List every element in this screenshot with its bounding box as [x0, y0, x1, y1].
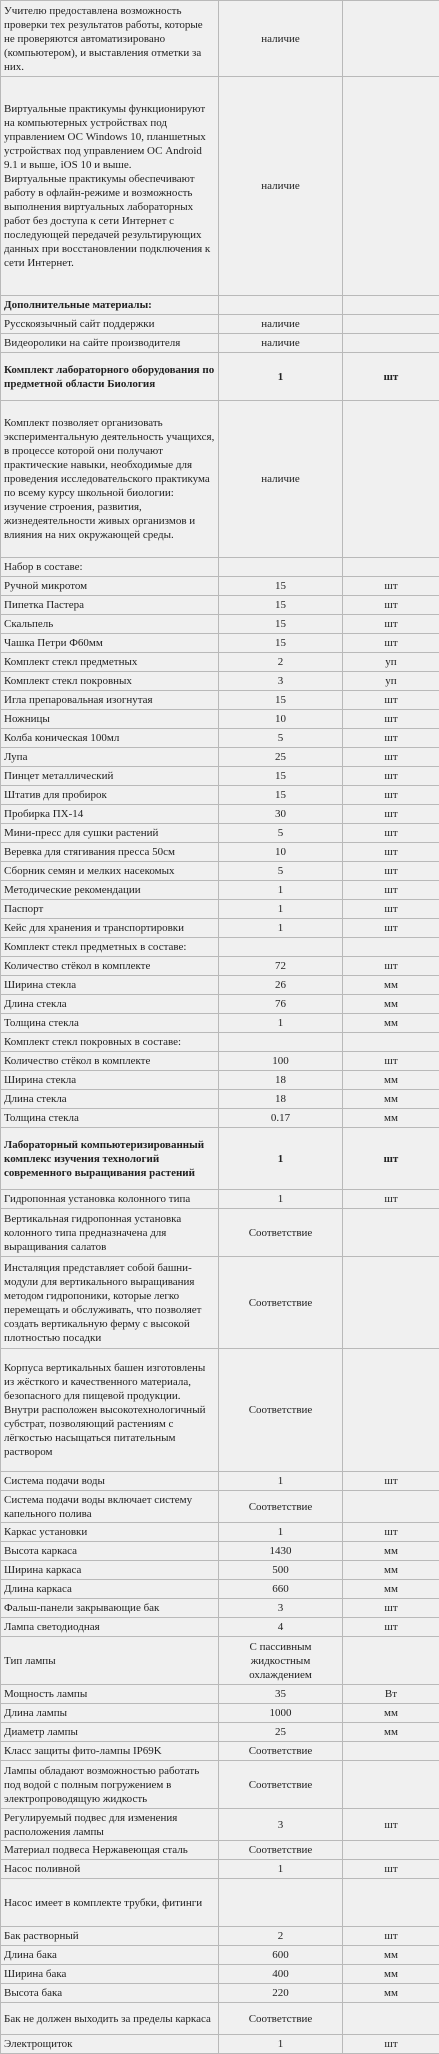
- item-name-cell: Лабораторный компьютеризированный комплекс изучения технологий современного выращивания растений: [1, 1128, 219, 1190]
- item-value-cell: 3: [219, 672, 343, 691]
- item-name-cell: Игла препаровальная изогнутая: [1, 691, 219, 710]
- item-value-cell: 1: [219, 1128, 343, 1190]
- table-row: [1, 1946, 439, 1965]
- item-unit-cell: [343, 558, 439, 577]
- item-name-cell: Фальш-панели закрывающие бак: [1, 1599, 219, 1618]
- item-value-cell: 15: [219, 691, 343, 710]
- item-unit-cell: шт: [343, 786, 439, 805]
- item-unit-cell: мм: [343, 1984, 439, 2003]
- item-unit-cell: Вт: [343, 1685, 439, 1704]
- item-unit-cell: шт: [343, 1860, 439, 1879]
- item-value-cell: 400: [219, 1965, 343, 1984]
- item-value-cell: [219, 296, 343, 315]
- item-name-cell: Материал подвеса Нержавеющая сталь: [1, 1841, 219, 1860]
- item-name-cell: Насос поливной: [1, 1860, 219, 1879]
- item-unit-cell: шт: [343, 1809, 439, 1841]
- table-row: [1, 1523, 439, 1542]
- item-value-cell: 3: [219, 1599, 343, 1618]
- item-unit-cell: [343, 1257, 439, 1349]
- item-name-cell: Методические рекомендации: [1, 881, 219, 900]
- table-row: [1, 995, 439, 1014]
- table-row: [1, 919, 439, 938]
- item-unit-cell: мм: [343, 1542, 439, 1561]
- table-row: [1, 1761, 439, 1809]
- table-row: [1, 843, 439, 862]
- item-value-cell: 25: [219, 1723, 343, 1742]
- item-unit-cell: шт: [343, 634, 439, 653]
- table-row: [1, 401, 439, 558]
- item-value-cell: 1: [219, 1190, 343, 1209]
- item-name-cell: Диаметр лампы: [1, 1723, 219, 1742]
- item-value-cell: С пассивным жидкостным охлаждением: [219, 1637, 343, 1685]
- item-name-cell: Учителю предоставлена возможность проверки тех результатов работы, которые не проверяются автоматизировано (компьютером), и выставления отметки за них.: [1, 1, 219, 77]
- table-row: [1, 353, 439, 401]
- item-unit-cell: мм: [343, 1014, 439, 1033]
- item-value-cell: 220: [219, 1984, 343, 2003]
- item-name-cell: Система подачи воды: [1, 1472, 219, 1491]
- item-value-cell: Соответствие: [219, 1257, 343, 1349]
- item-name-cell: Лампы обладают возможностью работать под водой с полным погружением в электропроводящую жидкость: [1, 1761, 219, 1809]
- item-name-cell: Насос имеет в комплекте трубки, фитинги: [1, 1879, 219, 1927]
- item-name-cell: Видеоролики на сайте производителя: [1, 334, 219, 353]
- item-value-cell: 5: [219, 824, 343, 843]
- item-value-cell: Соответствие: [219, 1491, 343, 1523]
- item-value-cell: 15: [219, 577, 343, 596]
- item-unit-cell: шт: [343, 1618, 439, 1637]
- table-row: [1, 862, 439, 881]
- item-value-cell: Соответствие: [219, 1841, 343, 1860]
- item-unit-cell: шт: [343, 900, 439, 919]
- table-row: [1, 653, 439, 672]
- item-value-cell: наличие: [219, 315, 343, 334]
- item-unit-cell: [343, 401, 439, 558]
- table-row: [1, 1542, 439, 1561]
- item-name-cell: Штатив для пробирок: [1, 786, 219, 805]
- table-row: [1, 1879, 439, 1927]
- item-unit-cell: [343, 1637, 439, 1685]
- item-value-cell: 15: [219, 786, 343, 805]
- table-row: [1, 1, 439, 77]
- item-value-cell: 1: [219, 881, 343, 900]
- table-row: [1, 1860, 439, 1879]
- table-row: [1, 729, 439, 748]
- item-value-cell: 30: [219, 805, 343, 824]
- item-name-cell: Ширина стекла: [1, 1071, 219, 1090]
- item-value-cell: 35: [219, 1685, 343, 1704]
- table-row: [1, 710, 439, 729]
- item-unit-cell: шт: [343, 1190, 439, 1209]
- item-unit-cell: шт: [343, 824, 439, 843]
- item-unit-cell: шт: [343, 353, 439, 401]
- item-name-cell: Веревка для стягивания пресса 50см: [1, 843, 219, 862]
- item-unit-cell: мм: [343, 1723, 439, 1742]
- table-row: [1, 77, 439, 296]
- item-name-cell: Сборник семян и мелких насекомых: [1, 862, 219, 881]
- item-value-cell: 500: [219, 1561, 343, 1580]
- item-name-cell: Длина стекла: [1, 995, 219, 1014]
- item-value-cell: наличие: [219, 401, 343, 558]
- item-name-cell: Дополнительные материалы:: [1, 296, 219, 315]
- item-name-cell: Инсталяция представляет собой башни-модули для вертикального выращивания методом гидропоники, которые легко перемещать и обслуживать, что позволяет создать вертикальную ферму с высокой плотностью посадки: [1, 1257, 219, 1349]
- item-name-cell: Комплект лабораторного оборудования по предметной области Биология: [1, 353, 219, 401]
- item-value-cell: 2: [219, 1927, 343, 1946]
- item-unit-cell: мм: [343, 1071, 439, 1090]
- item-unit-cell: шт: [343, 748, 439, 767]
- item-value-cell: 1: [219, 1472, 343, 1491]
- table-row: [1, 786, 439, 805]
- table-row: [1, 1491, 439, 1523]
- item-unit-cell: [343, 1879, 439, 1927]
- specification-table-body: [1, 1, 439, 2054]
- item-name-cell: Мини-пресс для сушки растений: [1, 824, 219, 843]
- item-unit-cell: шт: [343, 919, 439, 938]
- table-row: [1, 2035, 439, 2054]
- item-name-cell: Пробирка ПХ-14: [1, 805, 219, 824]
- item-value-cell: 5: [219, 862, 343, 881]
- item-unit-cell: шт: [343, 729, 439, 748]
- item-unit-cell: [343, 2003, 439, 2035]
- item-name-cell: Длина лампы: [1, 1704, 219, 1723]
- item-value-cell: 10: [219, 843, 343, 862]
- item-value-cell: 2: [219, 653, 343, 672]
- table-row: [1, 1071, 439, 1090]
- table-row: [1, 748, 439, 767]
- item-unit-cell: шт: [343, 1599, 439, 1618]
- item-unit-cell: мм: [343, 1580, 439, 1599]
- item-name-cell: Количество стёкол в комплекте: [1, 957, 219, 976]
- item-unit-cell: [343, 296, 439, 315]
- item-name-cell: Электрощиток: [1, 2035, 219, 2054]
- table-row: [1, 1599, 439, 1618]
- item-name-cell: Ручной микротом: [1, 577, 219, 596]
- item-name-cell: Вертикальная гидропонная установка колонного типа предназначена для выращивания салатов: [1, 1209, 219, 1257]
- item-unit-cell: шт: [343, 691, 439, 710]
- item-name-cell: Ширина каркаса: [1, 1561, 219, 1580]
- table-row: [1, 976, 439, 995]
- item-name-cell: Высота каркаса: [1, 1542, 219, 1561]
- table-row: [1, 672, 439, 691]
- table-row: [1, 1033, 439, 1052]
- item-unit-cell: шт: [343, 1052, 439, 1071]
- item-name-cell: Регулируемый подвес для изменения расположения лампы: [1, 1809, 219, 1841]
- item-value-cell: 1000: [219, 1704, 343, 1723]
- item-name-cell: Длина стекла: [1, 1090, 219, 1109]
- item-name-cell: Толщина стекла: [1, 1014, 219, 1033]
- item-value-cell: 18: [219, 1090, 343, 1109]
- item-value-cell: 15: [219, 615, 343, 634]
- item-unit-cell: [343, 315, 439, 334]
- item-value-cell: Соответствие: [219, 2003, 343, 2035]
- item-name-cell: Бак не должен выходить за пределы каркаса: [1, 2003, 219, 2035]
- table-row: [1, 1580, 439, 1599]
- item-name-cell: Длина каркаса: [1, 1580, 219, 1599]
- item-name-cell: Корпуса вертикальных башен изготовлены из жёсткого и качественного материала, безопасного для пищевой продукции. Внутри расположен высокотехнологичный субстрат, позволяющий растениям с лёгкостью насыщаться питательным раствором: [1, 1349, 219, 1472]
- item-unit-cell: шт: [343, 615, 439, 634]
- item-unit-cell: [343, 1841, 439, 1860]
- item-value-cell: Соответствие: [219, 1761, 343, 1809]
- item-value-cell: Соответствие: [219, 1349, 343, 1472]
- item-value-cell: 26: [219, 976, 343, 995]
- item-name-cell: Комплект стекл покровных в составе:: [1, 1033, 219, 1052]
- item-name-cell: Пипетка Пастера: [1, 596, 219, 615]
- table-row: [1, 1704, 439, 1723]
- item-unit-cell: мм: [343, 976, 439, 995]
- item-name-cell: Виртуальные практикумы функционируют на компьютерных устройствах под управлением ОС Windows 10, планшетных устройствах под управлением ОС Android 9.1 и выше, iOS 10 и выше. Виртуальные практикумы обеспечивают работу в офлайн-режиме и возможность выполнения виртуальных лабораторных работ без доступа к сети Интернет с последующей передачей результирующих данных при восстановлении подключения к сети Интернет.: [1, 77, 219, 296]
- table-row: [1, 1809, 439, 1841]
- item-value-cell: 1: [219, 919, 343, 938]
- item-unit-cell: шт: [343, 767, 439, 786]
- item-unit-cell: [343, 1033, 439, 1052]
- item-value-cell: 1: [219, 1860, 343, 1879]
- item-value-cell: 1: [219, 1523, 343, 1542]
- item-name-cell: Бак растворный: [1, 1927, 219, 1946]
- table-row: [1, 691, 439, 710]
- item-name-cell: Комплект позволяет организовать экспериментальную деятельность учащихся, в процессе которой они получают практические навыки, необходимые для проведения исследовательского практикума по всему курсу школьной биологии: изучение строения, развития, жизнедеятельности живых организмов и влияния на них окружающей среды.: [1, 401, 219, 558]
- item-value-cell: [219, 938, 343, 957]
- item-unit-cell: шт: [343, 596, 439, 615]
- item-unit-cell: шт: [343, 881, 439, 900]
- table-row: [1, 558, 439, 577]
- item-value-cell: 25: [219, 748, 343, 767]
- item-unit-cell: мм: [343, 1090, 439, 1109]
- item-value-cell: 600: [219, 1946, 343, 1965]
- table-row: [1, 1128, 439, 1190]
- item-name-cell: Русскоязычный сайт поддержки: [1, 315, 219, 334]
- item-unit-cell: шт: [343, 577, 439, 596]
- item-name-cell: Ширина стекла: [1, 976, 219, 995]
- item-name-cell: Кейс для хранения и транспортировки: [1, 919, 219, 938]
- item-name-cell: Комплект стекл предметных в составе:: [1, 938, 219, 957]
- item-value-cell: 0.17: [219, 1109, 343, 1128]
- table-row: [1, 596, 439, 615]
- item-unit-cell: шт: [343, 1523, 439, 1542]
- item-value-cell: [219, 1879, 343, 1927]
- item-value-cell: наличие: [219, 334, 343, 353]
- item-unit-cell: шт: [343, 862, 439, 881]
- item-name-cell: Система подачи воды включает систему капельного полива: [1, 1491, 219, 1523]
- item-name-cell: Лупа: [1, 748, 219, 767]
- item-value-cell: 1430: [219, 1542, 343, 1561]
- item-unit-cell: шт: [343, 1128, 439, 1190]
- item-name-cell: Каркас установки: [1, 1523, 219, 1542]
- table-row: [1, 957, 439, 976]
- item-name-cell: Мощность лампы: [1, 1685, 219, 1704]
- item-value-cell: 15: [219, 767, 343, 786]
- table-row: [1, 1014, 439, 1033]
- item-value-cell: [219, 558, 343, 577]
- item-name-cell: Набор в составе:: [1, 558, 219, 577]
- item-unit-cell: шт: [343, 805, 439, 824]
- table-row: [1, 1841, 439, 1860]
- table-row: [1, 1349, 439, 1472]
- table-row: [1, 1685, 439, 1704]
- item-name-cell: Толщина стекла: [1, 1109, 219, 1128]
- item-unit-cell: [343, 1491, 439, 1523]
- item-unit-cell: мм: [343, 995, 439, 1014]
- table-row: [1, 938, 439, 957]
- item-value-cell: наличие: [219, 1, 343, 77]
- table-row: [1, 1257, 439, 1349]
- table-row: [1, 1109, 439, 1128]
- item-name-cell: Колба коническая 100мл: [1, 729, 219, 748]
- item-value-cell: 15: [219, 596, 343, 615]
- item-name-cell: Скальпель: [1, 615, 219, 634]
- item-unit-cell: [343, 1761, 439, 1809]
- item-unit-cell: мм: [343, 1965, 439, 1984]
- table-row: [1, 1984, 439, 2003]
- item-unit-cell: уп: [343, 672, 439, 691]
- table-row: [1, 1190, 439, 1209]
- table-row: [1, 1927, 439, 1946]
- table-row: [1, 767, 439, 786]
- table-row: [1, 615, 439, 634]
- item-value-cell: [219, 1033, 343, 1052]
- table-row: [1, 1637, 439, 1685]
- item-unit-cell: [343, 938, 439, 957]
- table-row: [1, 1472, 439, 1491]
- item-unit-cell: мм: [343, 1109, 439, 1128]
- item-value-cell: Соответствие: [219, 1742, 343, 1761]
- item-value-cell: 15: [219, 634, 343, 653]
- table-row: [1, 296, 439, 315]
- table-row: [1, 1561, 439, 1580]
- table-row: [1, 334, 439, 353]
- item-value-cell: 1: [219, 353, 343, 401]
- item-value-cell: 4: [219, 1618, 343, 1637]
- item-value-cell: 18: [219, 1071, 343, 1090]
- item-value-cell: 1: [219, 900, 343, 919]
- item-name-cell: Гидропонная установка колонного типа: [1, 1190, 219, 1209]
- item-value-cell: 72: [219, 957, 343, 976]
- table-row: [1, 1209, 439, 1257]
- item-name-cell: Пинцет металлический: [1, 767, 219, 786]
- item-unit-cell: [343, 1209, 439, 1257]
- table-row: [1, 634, 439, 653]
- item-name-cell: Лампа светодиодная: [1, 1618, 219, 1637]
- item-value-cell: Соответствие: [219, 1209, 343, 1257]
- item-name-cell: Класс защиты фито-лампы IP69K: [1, 1742, 219, 1761]
- item-unit-cell: [343, 1742, 439, 1761]
- item-value-cell: наличие: [219, 77, 343, 296]
- item-name-cell: Тип лампы: [1, 1637, 219, 1685]
- item-value-cell: 10: [219, 710, 343, 729]
- item-unit-cell: мм: [343, 1561, 439, 1580]
- table-row: [1, 1965, 439, 1984]
- item-unit-cell: шт: [343, 1927, 439, 1946]
- item-name-cell: Паспорт: [1, 900, 219, 919]
- item-unit-cell: шт: [343, 2035, 439, 2054]
- item-value-cell: 3: [219, 1809, 343, 1841]
- item-unit-cell: мм: [343, 1946, 439, 1965]
- item-value-cell: 5: [219, 729, 343, 748]
- table-row: [1, 2003, 439, 2035]
- table-row: [1, 1052, 439, 1071]
- table-row: [1, 1618, 439, 1637]
- item-unit-cell: шт: [343, 843, 439, 862]
- item-name-cell: Ножницы: [1, 710, 219, 729]
- item-unit-cell: [343, 1, 439, 77]
- item-name-cell: Ширина бака: [1, 1965, 219, 1984]
- table-row: [1, 824, 439, 843]
- table-row: [1, 900, 439, 919]
- item-value-cell: 1: [219, 1014, 343, 1033]
- item-value-cell: 76: [219, 995, 343, 1014]
- item-name-cell: Высота бака: [1, 1984, 219, 2003]
- table-row: [1, 881, 439, 900]
- item-unit-cell: мм: [343, 1704, 439, 1723]
- item-name-cell: Длина бака: [1, 1946, 219, 1965]
- item-unit-cell: уп: [343, 653, 439, 672]
- item-value-cell: 100: [219, 1052, 343, 1071]
- table-row: [1, 1090, 439, 1109]
- table-row: [1, 577, 439, 596]
- item-unit-cell: шт: [343, 957, 439, 976]
- item-unit-cell: шт: [343, 710, 439, 729]
- table-row: [1, 315, 439, 334]
- item-unit-cell: [343, 77, 439, 296]
- item-value-cell: 1: [219, 2035, 343, 2054]
- item-name-cell: Чашка Петри Ф60мм: [1, 634, 219, 653]
- table-row: [1, 805, 439, 824]
- item-unit-cell: шт: [343, 1472, 439, 1491]
- item-unit-cell: [343, 334, 439, 353]
- item-value-cell: 660: [219, 1580, 343, 1599]
- item-name-cell: Количество стёкол в комплекте: [1, 1052, 219, 1071]
- item-name-cell: Комплект стекл предметных: [1, 653, 219, 672]
- table-row: [1, 1723, 439, 1742]
- table-row: [1, 1742, 439, 1761]
- item-unit-cell: [343, 1349, 439, 1472]
- item-name-cell: Комплект стекл покровных: [1, 672, 219, 691]
